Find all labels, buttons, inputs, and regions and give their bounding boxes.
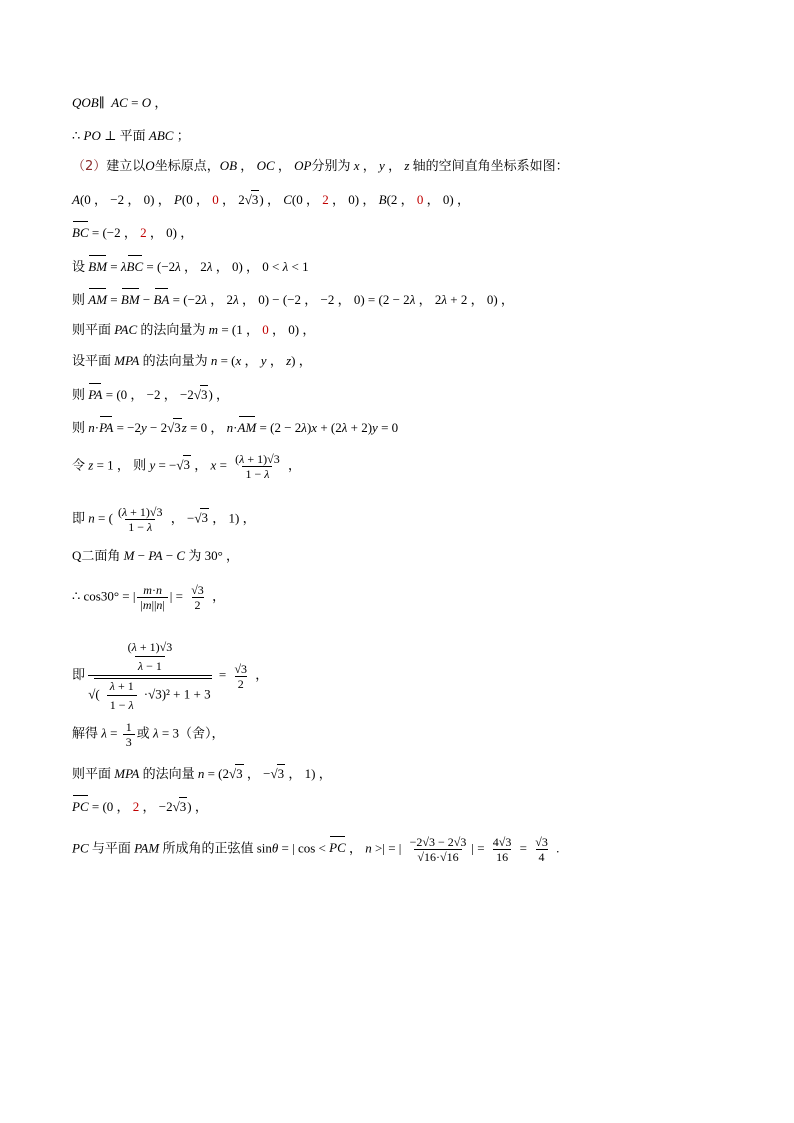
- proof-line-12: 令 z = 1 ， 则 y = −√3 ， x = $\frac{(\lambda + 1)√3}{1 - \lambda}$ ，: [72, 452, 301, 481]
- proof-line-5: BC = (−2 ， 2 ， 0) ，: [72, 225, 194, 240]
- proof-line-8: 则平面 PAC 的法向量为 m = (1 ， 0 ， 0) ，: [72, 322, 316, 338]
- proof-line-10: 则 PA = (0 ， −2 ， −2√3) ，: [72, 387, 230, 403]
- proof-line-9: 设平面 MPA 的法向量为 n = (x ， y ， z) ，: [72, 353, 312, 369]
- proof-line-17: 解得 λ = $\frac{1}{3}$ 或 λ = 3（舍），: [72, 720, 225, 749]
- proof-line-14: Q二面角 M − PA − C 为 30° ，: [72, 548, 240, 564]
- proof-line-7: 则 AM = BM − BA = (−2λ ， 2λ ， 0) − (−2 ， −2 ， 0) = (2 − 2λ ， 2λ + 2 ， 0) ，: [72, 292, 514, 308]
- proof-line-3: （2）建立以O坐标原点，OB ， OC ， OP分别为 x ， y ， z 轴的空间直角坐标系如图：: [72, 158, 569, 174]
- proof-line-19: PC = (0 ， 2 ， −2√3) ，: [72, 799, 208, 814]
- text-segment: QOB: [72, 95, 99, 110]
- proof-line-16: 即 $\frac{(\lambda + 1)√3}{\lambda - 1}$ √( $\frac{\lambda + 1}{1 - \lambda}$ ·√3)² + 1 + 3 = $\frac{√3}{2}$ ，: [72, 640, 269, 712]
- proof-line-18: 则平面 MPA 的法向量 n = (2√3 ， −√3 ， 1) ，: [72, 766, 332, 782]
- proof-line-20: PC 与平面 PAM 所成角的正弦值 sinθ = | cos < PC ， n >| = | $\frac{-2√3 - 2√3}{√16\cdot√16}$ | = $\frac{4√3}{16}$ = $\frac{√3}{4}$ .: [72, 835, 560, 864]
- proof-line-13: 即 n = ( $\frac{(\lambda + 1)√3}{1 - \lambda}$ ， −√3 ， 1) ，: [72, 505, 256, 534]
- proof-line-6: 设 BM = λBC = (−2λ ， 2λ ， 0) ， 0 < λ < 1: [72, 259, 309, 275]
- proof-line-4: A(0 ， −2 ， 0) ， P(0 ， 0 ， 2√3) ， C(0 ， 2 ， 0) ， B(2 ， 0 ， 0) ，: [72, 192, 470, 207]
- proof-line-15: ∴ cos30° = | $\frac{m\cdot n}{|m||n|}$ | = $\frac{√3}{2}$ ，: [72, 583, 226, 612]
- proof-line-11: 则 n·PA = −2y − 2√3z = 0 ， n·AM = (2 − 2λ)x + (2λ + 2)y = 0: [72, 420, 399, 436]
- proof-line-1: QOB∥ AC = O ，: [72, 95, 168, 110]
- proof-line-2: ∴ PO ⊥ 平面 ABC ；: [72, 128, 190, 144]
